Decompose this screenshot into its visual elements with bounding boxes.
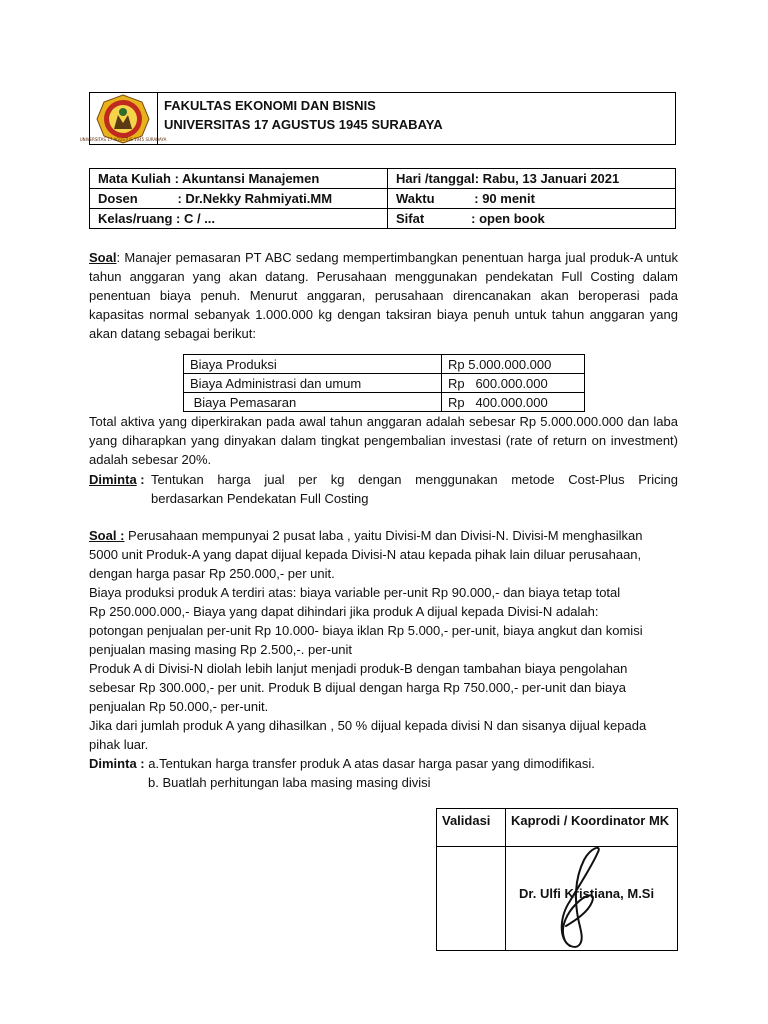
question-2 bbox=[89, 526, 678, 792]
validation-header: Validasi bbox=[437, 809, 506, 847]
cost-table bbox=[183, 354, 585, 412]
cost-amount: Rp 5.000.000.000 bbox=[442, 355, 585, 374]
logo-emblem-icon bbox=[79, 93, 167, 144]
header-text bbox=[164, 96, 443, 134]
university-logo bbox=[79, 93, 167, 144]
question-2-line: potongan penjualan per-unit Rp 10.000- biaya iklan Rp 5.000,- per-unit, biaya angkut dan komisi bbox=[89, 623, 643, 638]
task-a: a.Tentukan harga transfer produk A atas dasar harga pasar yang dimodifikasi. bbox=[148, 756, 595, 771]
university-name: UNIVERSITAS 17 AGUSTUS 1945 SURABAYA bbox=[164, 117, 443, 132]
task-label-box bbox=[89, 470, 151, 489]
exam-type: Sifat : open book bbox=[388, 209, 676, 229]
header-box bbox=[79, 92, 676, 145]
task-colon: : bbox=[136, 472, 145, 487]
question-2-line: pihak luar. bbox=[89, 737, 149, 752]
question-2-line: Jika dari jumlah produk A yang dihasilkan , 50 % dijual kepada divisi N dan sisanya dijual kepada bbox=[89, 718, 647, 733]
table-row bbox=[90, 209, 676, 229]
coordinator-header: Kaprodi / Koordinator MK bbox=[506, 809, 678, 847]
cost-item: Biaya Produksi bbox=[184, 355, 442, 374]
table-row bbox=[184, 355, 585, 374]
task-row bbox=[89, 470, 678, 489]
question-2-line: sebesar Rp 300.000,- per unit. Produk B dijual dengan harga Rp 750.000,- per-unit dan biaya bbox=[89, 680, 626, 695]
question-1-text: : Manajer pemasaran PT ABC sedang mempertimbangkan penentuan harga jual produk-A untuk tahun anggaran yang akan datang. Perusahaan menggunakan pendekatan Full Costing dalam penentuan biaya penuh. Menurut anggaran, perusahaan direncanakan akan beroperasi pada kapasitas normal sebanyak 1.000.000 kg dengan taksiran biaya penuh untuk tahun anggaran yang akan datang sebagai berikut: bbox=[89, 250, 678, 341]
signer-name: Dr. Ulfi Kristiana, M.Si bbox=[506, 847, 678, 951]
cost-item: Biaya Pemasaran bbox=[184, 393, 442, 412]
course-info-table bbox=[89, 168, 676, 229]
question-1-intro bbox=[89, 248, 678, 343]
task-b: b. Buatlah perhitungan laba masing masing divisi bbox=[148, 775, 431, 790]
lecturer: Dosen : Dr.Nekky Rahmiyati.MM bbox=[90, 189, 388, 209]
signature-icon bbox=[540, 846, 610, 956]
course-name: Mata Kuliah : Akuntansi Manajemen bbox=[90, 169, 388, 189]
question-2-label: Soal : bbox=[89, 528, 125, 543]
question-2-line: dengan harga pasar Rp 250.000,- per unit. bbox=[89, 566, 335, 581]
question-2-task-label: Diminta : bbox=[89, 756, 145, 771]
exam-date: Hari /tanggal: Rabu, 13 Januari 2021 bbox=[388, 169, 676, 189]
cost-amount: Rp 400.000.000 bbox=[442, 393, 585, 412]
cost-item: Biaya Administrasi dan umum bbox=[184, 374, 442, 393]
task-line-2: berdasarkan Pendekatan Full Costing bbox=[151, 491, 369, 506]
cost-amount: Rp 600.000.000 bbox=[442, 374, 585, 393]
question-2-line: 5000 unit Produk-A yang dapat dijual kepada Divisi-N atau kepada pihak lain diluar perusahaan, bbox=[89, 547, 642, 562]
table-row bbox=[184, 393, 585, 412]
question-2-line: Biaya produksi produk A terdiri atas: biaya variable per-unit Rp 90.000,- dan biaya tetap total bbox=[89, 585, 621, 600]
table-row bbox=[437, 809, 678, 847]
exam-duration: Waktu : 90 menit bbox=[388, 189, 676, 209]
question-2-line: Rp 250.000.000,- Biaya yang dapat dihindari jika produk A dijual kepada Divisi-N adalah: bbox=[89, 604, 599, 619]
task-label: Diminta bbox=[89, 472, 137, 487]
logo-text: UNIVERSITAS 17 AGUSTUS 1945 SURABAYA bbox=[79, 137, 167, 142]
task-line-1: Tentukan harga jual per kg dengan menggunakan metode Cost-Plus Pricing bbox=[151, 472, 678, 487]
question-1-label: Soal bbox=[89, 250, 117, 265]
question-2-line: penjualan Rp 50.000,- per-unit. bbox=[89, 699, 269, 714]
question-2-line: Soal : Perusahaan mempunyai 2 pusat laba , yaitu Divisi-M dan Divisi-N. Divisi-M menghasilkan bbox=[89, 528, 643, 543]
question-2-line: penjualan masing masing Rp 2.500,-. per-unit bbox=[89, 642, 353, 657]
question-1-task bbox=[89, 470, 678, 508]
validation-cell bbox=[437, 847, 506, 951]
question-2-line: Produk A di Divisi-N diolah lebih lanjut menjadi produk-B dengan tambahan biaya pengolahan bbox=[89, 661, 628, 676]
table-row bbox=[90, 169, 676, 189]
question-1-assets: Total aktiva yang diperkirakan pada awal tahun anggaran adalah sebesar Rp 5.000.000.000 dan laba yang diharapkan yang dinyakan dalam tingkat pengembalian investasi (rate of return on investment) adalah sebesar 20%. bbox=[89, 414, 678, 467]
table-row bbox=[184, 374, 585, 393]
faculty-name: FAKULTAS EKONOMI DAN BISNIS bbox=[164, 98, 376, 113]
class-room: Kelas/ruang : C / ... bbox=[90, 209, 388, 229]
table-row bbox=[90, 189, 676, 209]
question-2-task bbox=[89, 754, 678, 773]
